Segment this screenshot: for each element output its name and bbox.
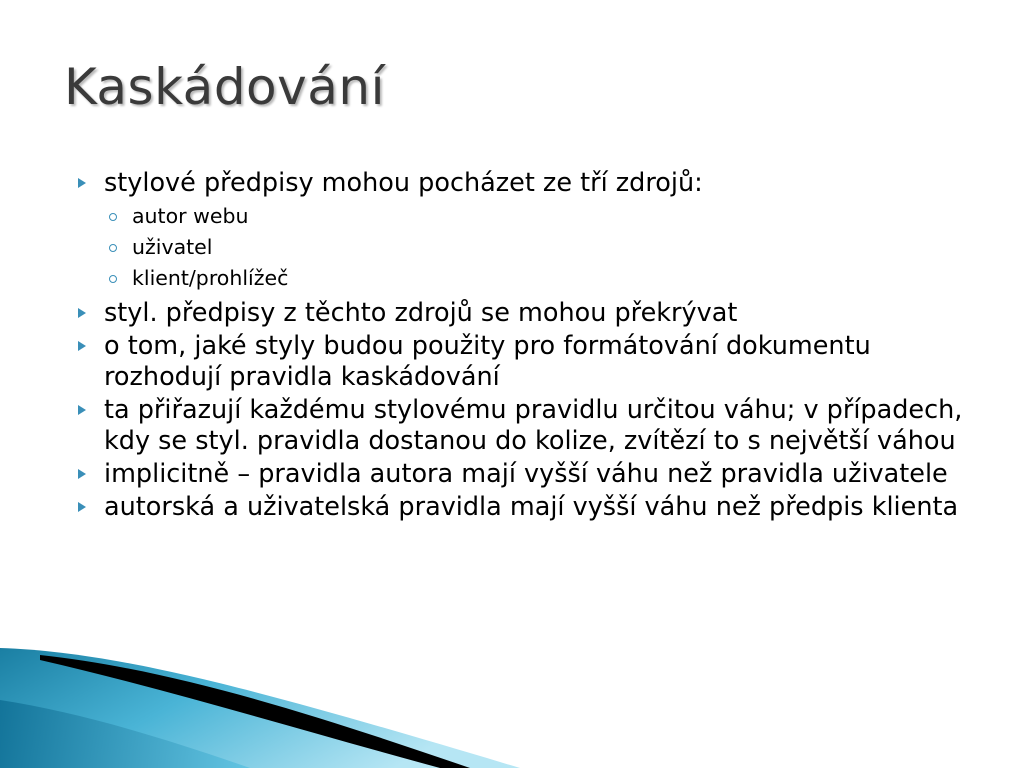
sub-item-text: klient/prohlížeč — [132, 266, 289, 290]
sub-item — [76, 263, 976, 294]
bullet-item — [76, 459, 976, 490]
sub-item — [76, 232, 976, 263]
bullet-text: autorská a uživatelská pravidla mají vyšší váhu než předpis klienta — [104, 492, 959, 522]
arrow-bullet-icon — [78, 341, 86, 351]
bullet-item — [76, 492, 976, 523]
sub-item-text: uživatel — [132, 235, 213, 259]
bullet-item — [76, 395, 976, 457]
sub-item-text: autor webu — [132, 204, 249, 228]
bullet-item — [76, 168, 976, 199]
arrow-bullet-icon — [78, 405, 86, 415]
bullet-text: stylové předpisy mohou pocházet ze tří zdrojů: — [104, 168, 703, 198]
circle-bullet-icon — [109, 275, 117, 283]
bullet-item — [76, 331, 976, 393]
bullet-text: ta přiřazují každému stylovému pravidlu určitou váhu; v případech, kdy se styl. pravidla dostanou do kolize, zvítězí to s největší váhou — [104, 395, 963, 456]
bullet-text: o tom, jaké styly budou použity pro formátování dokumentu rozhodují pravidla kaskádování — [104, 331, 871, 392]
circle-bullet-icon — [109, 213, 117, 221]
sub-item — [76, 201, 976, 232]
circle-bullet-icon — [109, 244, 117, 252]
bullet-text: implicitně – pravidla autora mají vyšší váhu než pravidla uživatele — [104, 459, 948, 489]
bullet-text: styl. předpisy z těchto zdrojů se mohou překrývat — [104, 298, 738, 328]
bullet-list — [76, 168, 976, 525]
slide-title: Kaskádování — [64, 58, 385, 116]
bullet-item — [76, 298, 976, 329]
arrow-bullet-icon — [78, 469, 86, 479]
arrow-bullet-icon — [78, 502, 86, 512]
arrow-bullet-icon — [78, 178, 86, 188]
arrow-bullet-icon — [78, 308, 86, 318]
sub-list — [76, 201, 976, 294]
